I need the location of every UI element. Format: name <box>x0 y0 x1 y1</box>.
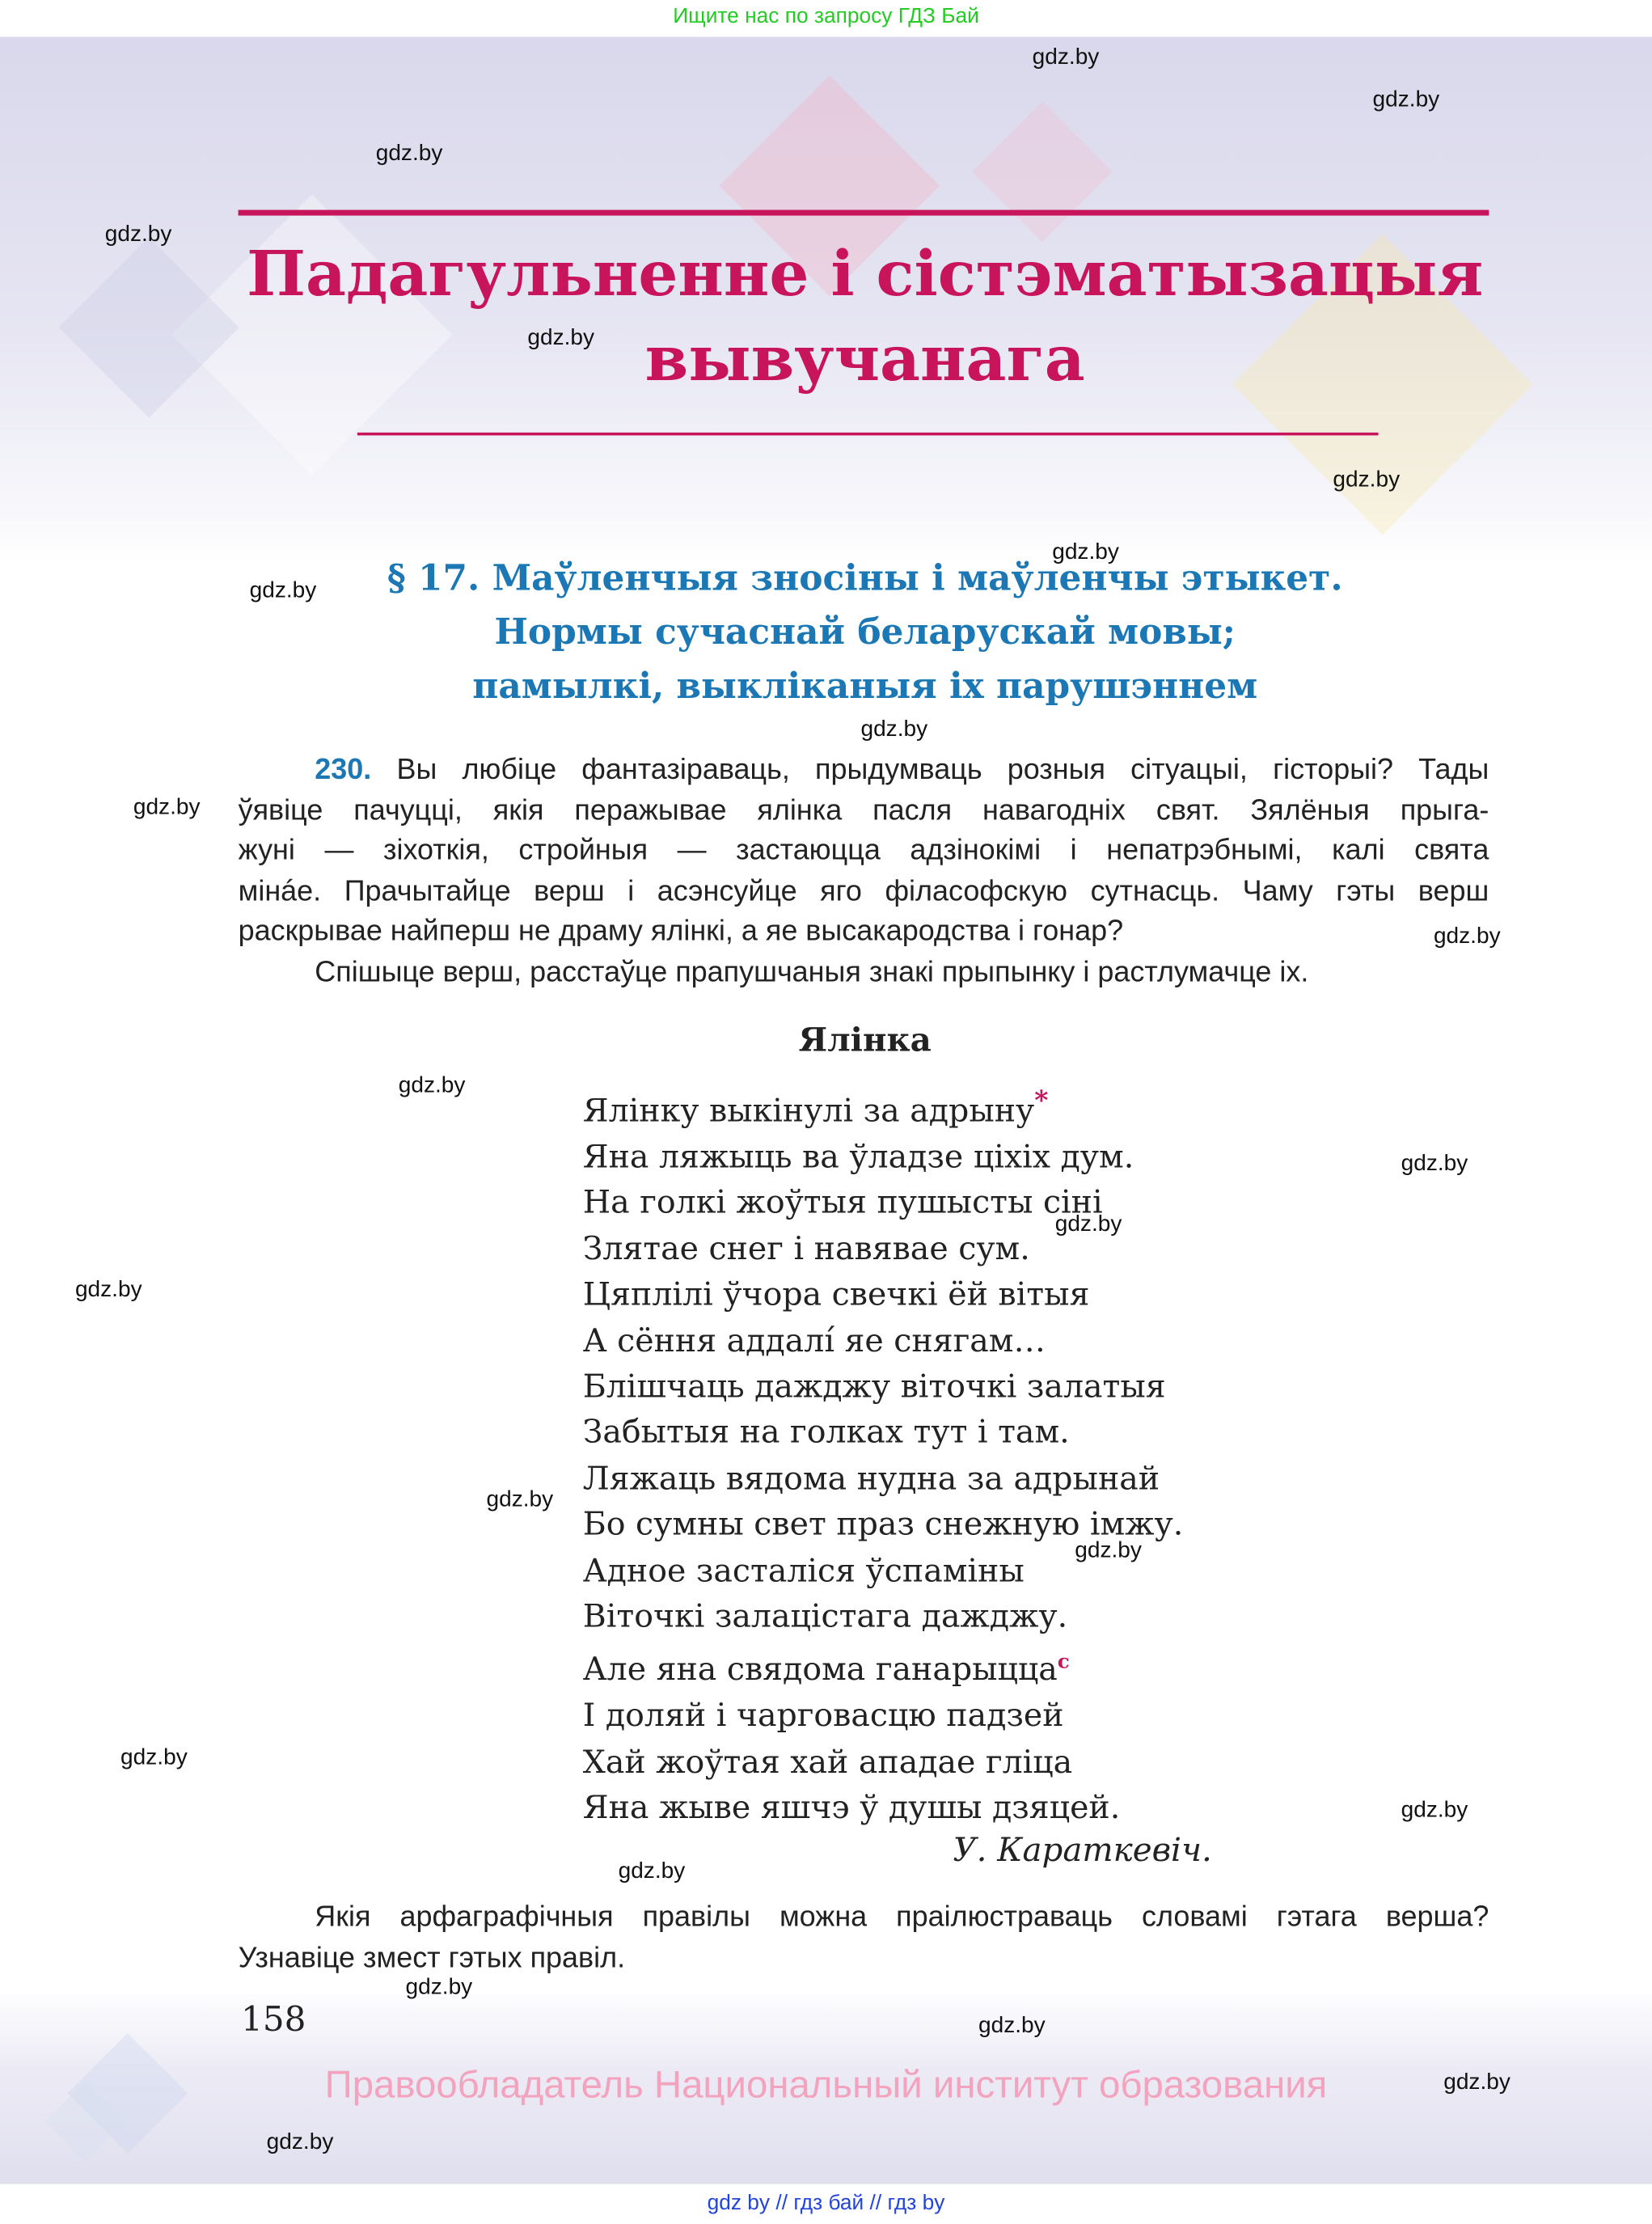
poem-line: Хай жоўтая хай ападае гліца <box>582 1744 1073 1782</box>
question-line: Якія арфаграфічныя правілы можна праілюстраваць словамі гэтага верша? <box>315 1900 1489 1934</box>
watermark: gdz.by <box>249 578 317 603</box>
poem-line: Бо сумны свет праз снежную імжу. <box>582 1506 1184 1544</box>
title-rule-top <box>239 210 1489 216</box>
poem-line: Віточкі залацістага дажджу. <box>582 1598 1068 1635</box>
watermark: gdz.by <box>1401 1151 1468 1176</box>
chapter-title-line-2: вывучанага <box>644 323 1085 396</box>
poem-line: Яна ляжыць ва ўладзе ціхіх дум. <box>582 1139 1134 1176</box>
exercise-number: 230. <box>315 753 372 786</box>
watermark: gdz.by <box>266 2129 334 2154</box>
section-title-line-2: Нормы сучаснай беларускай мовы; <box>494 611 1236 653</box>
watermark: gdz.by <box>104 222 172 247</box>
poem-line: Ляжаць вядома нудна за адрынай <box>582 1460 1160 1498</box>
watermark: gdz.by <box>375 142 443 167</box>
poem-line: Блішчаць дажджу віточкі залатыя <box>582 1368 1166 1406</box>
exercise-line: ўявіце пачуцці, якія перажывае ялінка пасля навагодніх свят. Зялёныя прыга- <box>238 793 1489 827</box>
exercise-line: раскрывае найперш не драму ялінкі, а яе высакародства і гонар? <box>238 915 1124 949</box>
page-number: 158 <box>241 1999 306 2040</box>
question-line: Узнавіце змест гэтых правіл. <box>238 1941 626 1974</box>
chapter-title-line-1: Падагульненне і сістэматызацыя <box>247 238 1484 311</box>
poem-line-text: Ялінку выкінулі за адрыну <box>582 1093 1035 1130</box>
poem-line: Забытыя на голках тут і там. <box>582 1414 1070 1452</box>
watermark: gdz.by <box>133 795 201 820</box>
watermark: gdz.by <box>1032 45 1100 70</box>
watermark: gdz.by <box>1052 540 1119 564</box>
watermark: gdz.by <box>618 1859 686 1884</box>
watermark: gdz.by <box>1075 1538 1142 1563</box>
poem-line: Цяплілі ўчора свечкі ёй вітыя <box>582 1276 1090 1314</box>
watermark: gdz.by <box>860 717 928 742</box>
watermark: gdz.by <box>1333 467 1401 493</box>
watermark: gdz.by <box>1054 1212 1122 1237</box>
exercise-task: Спішыце верш, расстаўце прапушчаныя знакі прыпынку і растлумачце іх. <box>315 955 1309 989</box>
search-banner-link[interactable]: Ищите нас по запросу ГДЗ Бай <box>673 4 979 29</box>
poem-line <box>583 1640 1184 1693</box>
watermark: gdz.by <box>74 1278 142 1302</box>
bottom-links[interactable]: gdz by // гдз бай // гдз by <box>707 2191 945 2216</box>
poem-line: На голкі жоўтыя пушысты сіні <box>582 1184 1103 1222</box>
poem-author: У. Караткевіч. <box>953 1832 1212 1870</box>
poem-line: Яна жыве яшчэ ў душы дзяцей. <box>582 1790 1121 1827</box>
section-title-line-1: § 17. Маўленчыя зносіны і маўленчы этыкет. <box>387 557 1343 599</box>
rights-holder-notice: Правообладатель Национальный институт образования <box>324 2063 1328 2107</box>
watermark: gdz.by <box>486 1487 554 1512</box>
watermark: gdz.by <box>527 326 595 351</box>
poem-line: Адное засталіся ўспаміны <box>582 1552 1025 1590</box>
title-rule-bottom <box>357 433 1379 436</box>
watermark: gdz.by <box>1401 1798 1468 1823</box>
poem-line: Злятае снег і навявае сум. <box>582 1230 1030 1268</box>
exercise-line-text: Вы любіце фантазіраваць, прыдумваць розныя сітуацыі, гісторыі? Тады <box>396 753 1489 786</box>
poem <box>583 1078 1184 1832</box>
ornament-icon <box>972 101 1113 242</box>
watermark: gdz.by <box>1433 924 1501 949</box>
star-mark: * <box>1034 1085 1049 1117</box>
exercise-line: мінáе. Прачытайце верш і асэнсуйце яго філасофскую сутнасць. Чаму гэты верш <box>238 874 1489 907</box>
poem-title: Ялінка <box>798 1021 932 1059</box>
watermark: gdz.by <box>120 1745 188 1770</box>
watermark: gdz.by <box>1443 2070 1510 2095</box>
poem-line-text: Але яна свядома ганарыцца <box>582 1651 1058 1689</box>
section-title-line-3: памылкі, выклiканыя іх парушэннем <box>472 665 1258 707</box>
poem-line: А сёння аддалі́ яе снягам… <box>582 1322 1046 1359</box>
watermark: gdz.by <box>1372 87 1440 112</box>
exercise-line: жуні — зіхоткія, стройныя — застаюцца адзінокімі і непатрэбнымі, калі свята <box>238 834 1489 867</box>
watermark: gdz.by <box>978 2014 1046 2038</box>
exercise-line <box>239 750 1489 791</box>
watermark: gdz.by <box>405 1975 473 2000</box>
exercise-text <box>239 750 1489 994</box>
watermark: gdz.by <box>398 1073 466 1098</box>
question-text <box>239 1897 1489 1978</box>
poem-line <box>583 1078 1184 1135</box>
c-mark: с <box>1057 1651 1070 1674</box>
poem-line: І доляй і чарговасцю падзей <box>582 1698 1064 1736</box>
